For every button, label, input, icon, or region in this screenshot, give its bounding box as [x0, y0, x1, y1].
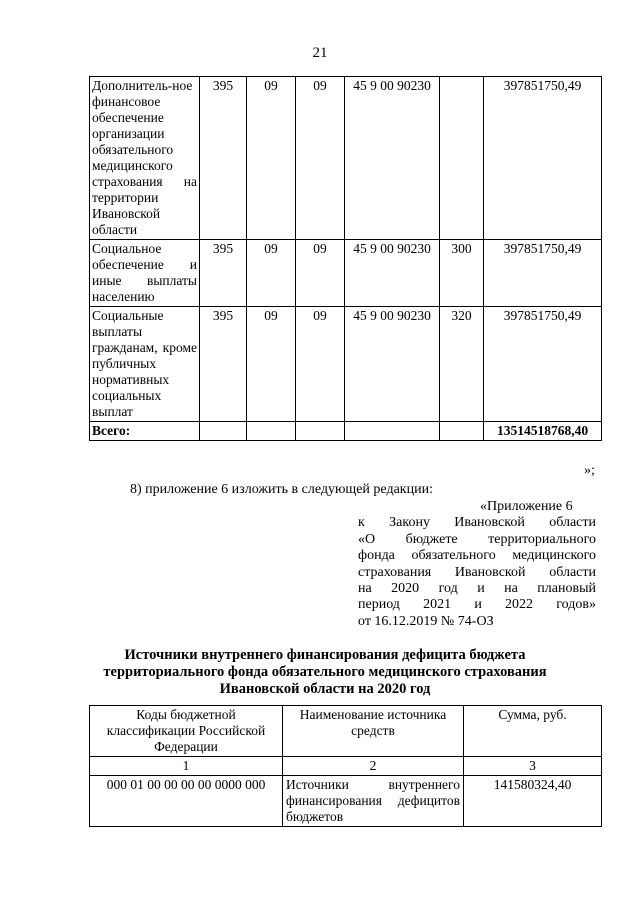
- row-expense-type: 320: [440, 307, 484, 422]
- heading-line: Ивановской области на 2020 год: [219, 681, 431, 697]
- total-row: [90, 422, 602, 441]
- section-heading: [60, 647, 590, 698]
- column-number: 1: [90, 757, 283, 776]
- row-section-code: 09: [247, 240, 296, 307]
- column-numbers-row: [90, 757, 602, 776]
- appendix-line: на 2020 год и на плановый: [358, 581, 596, 597]
- heading-line: Источники внутреннего финансирования дефицита бюджета: [124, 647, 526, 663]
- heading-line: территориального фонда обязательного медицинского страхования: [103, 664, 547, 680]
- row-subsection-code: 09: [296, 240, 345, 307]
- row-ministry-code: 395: [200, 307, 247, 422]
- appendix-line: фонда обязательного медицинского: [358, 548, 596, 564]
- appendix-line: к Закону Ивановской области: [358, 515, 596, 531]
- table-row: [90, 307, 602, 422]
- row-target-code: 45 9 00 90230: [345, 307, 440, 422]
- header-amount: Сумма, руб.: [464, 706, 602, 757]
- row-name: Социальное обеспечение и иные выплаты населению: [90, 240, 200, 307]
- row-name: Социальные выплаты гражданам, кроме публичных нормативных социальных выплат: [90, 307, 200, 422]
- item-8-text: 8) приложение 6 изложить в следующей редакции:: [130, 482, 433, 497]
- appendix-block: [358, 499, 596, 630]
- row-amount: 397851750,49: [484, 77, 602, 240]
- appendix-line: «Приложение 6: [480, 499, 573, 514]
- total-amount: 13514518768,40: [484, 422, 602, 441]
- row-subsection-code: 09: [296, 77, 345, 240]
- row-target-code: 45 9 00 90230: [345, 240, 440, 307]
- row-expense-type: [440, 77, 484, 240]
- row-section-code: 09: [247, 77, 296, 240]
- row-target-code: 45 9 00 90230: [345, 77, 440, 240]
- header-source-name: Наименование источника средств: [283, 706, 464, 757]
- row-amount: 397851750,49: [484, 240, 602, 307]
- sources-table: [89, 705, 602, 827]
- appendix-line: период 2021 и 2022 годов»: [358, 597, 596, 613]
- closing-quote: »;: [584, 463, 595, 478]
- row-section-code: 09: [247, 307, 296, 422]
- column-number: 2: [283, 757, 464, 776]
- table-row: [90, 776, 602, 827]
- row-name: Дополнитель-ное финансовое обеспечение организации обязательного медицинского страхования на территории Ивановской области: [90, 77, 200, 240]
- row-source-name: Источники внутреннего финансирования дефицитов бюджетов: [283, 776, 464, 827]
- row-subsection-code: 09: [296, 307, 345, 422]
- appendix-line: страхования Ивановской области: [358, 564, 596, 580]
- table-row: [90, 240, 602, 307]
- appendix-line: от 16.12.2019 № 74-ОЗ: [358, 613, 494, 629]
- row-ministry-code: 395: [200, 77, 247, 240]
- row-amount: 397851750,49: [484, 307, 602, 422]
- page-number: 21: [312, 45, 328, 61]
- row-code: 000 01 00 00 00 00 0000 000: [90, 776, 283, 827]
- budget-table: [89, 76, 602, 441]
- total-label: Всего:: [90, 422, 200, 441]
- column-number: 3: [464, 757, 602, 776]
- header-codes: Коды бюджетной классификации Российской Федерации: [90, 706, 283, 757]
- row-ministry-code: 395: [200, 240, 247, 307]
- table-row: [90, 77, 602, 240]
- row-amount: 141580324,40: [464, 776, 602, 827]
- appendix-line: «О бюджете территориального: [358, 531, 596, 547]
- row-expense-type: 300: [440, 240, 484, 307]
- header-row: [90, 706, 602, 757]
